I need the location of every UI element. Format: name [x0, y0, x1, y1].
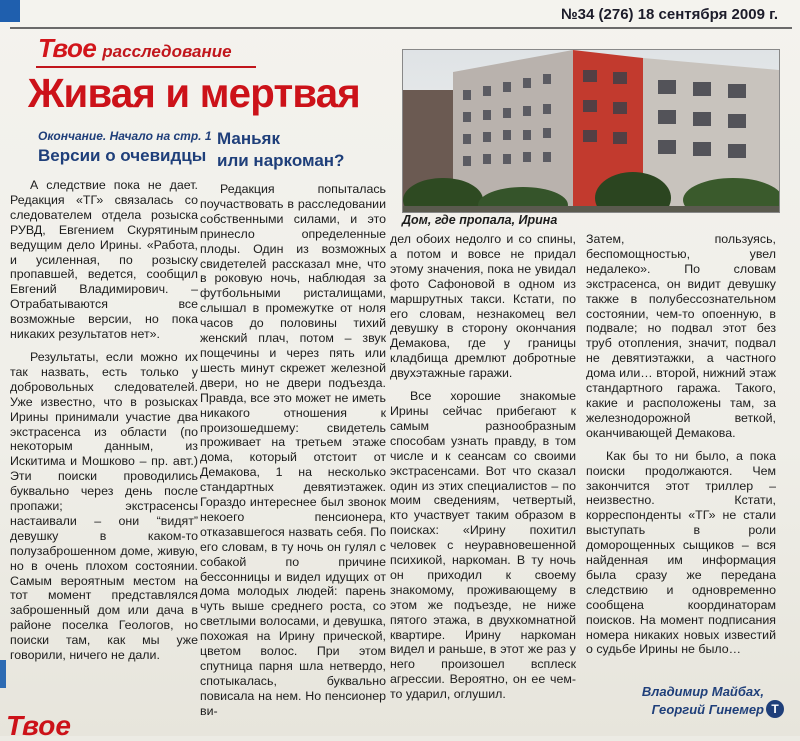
rubric: [38, 33, 232, 64]
continuation-note: Окончание. Начало на стр. 1: [38, 129, 212, 143]
col3-paragraph-1: дел обоих недолго и со спины, а потом и вовсе не придал этому значения, пока не увидал фото Сафоновой в одном из маршрутных такси. Кстати, по его словам, незнакомец вел девушку в сторону окончания Демакова, где у границы кладбища дремлют добротные двухэтажные гаражи.: [390, 232, 576, 381]
col4-paragraph-2: Как бы то ни было, а пока поиски продолжаются. Чем закончится этот триллер – неизвестно. Кстати, корреспонденты «ТГ» не стали выступать в роли доморощенных сыщиков – вся найденная им информация была сразу же передана следствию и одновременно сообщена координаторам поисков. На момент подписания номера никаких новых известий о судьбе Ирины не было…: [586, 448, 776, 657]
next-rubric: Твое: [6, 710, 71, 741]
subhead-versions: Версии о очевидцы: [38, 146, 207, 165]
col3-paragraph-2: Все хорошие знакомые Ирины сейчас прибегают к самым разнообразным способам узнать правду, в том числе и к сеансам со своими экстрасенсами. Вот что сказал один из этих специалистов – по моим сведениям, четвертый, кто участвует таким образом в поисках: «Ирину похитил человек с неуравновешенной психикой, наркоман. В ту ночь он приходил к своему знакомому, проживающему в этом же подъезде, не ниже пятого этажа, в двухкомнатной квартире. Ирину наркоман видел и раньше, в этот же раз у него произошел всплеск агрессии. Вероятно, он ее чем-то ударил, оглушил.: [390, 389, 576, 702]
issue-number-date: №34 (276) 18 сентября 2009 г.: [560, 6, 778, 23]
page-edge-mark-bottom: [0, 660, 6, 688]
subhead-maniac-line1: Маньяк: [217, 129, 280, 148]
col1-paragraph-2: Результаты, если можно их так назвать, есть только у добровольных следователей. Уже известно, что в розысках Ирины принимали участие два экстрасенса из области (по некоторым данным, из Искитима и Мошково – пр. авт.) Эти поиски проводились буквально через день после пропажи; экстрасенсы настаивали – они “видят” девушку в каком-то полузаброшенном доме, живую, но в очень плохом состоянии. Самым вероятным местом на тот момент представлялся заброшенный дом или дача в районе поселка Геологов, но поиски там, как мы уже говорили, ничего не дали.: [10, 349, 198, 663]
tg-logo-icon: Т: [766, 700, 784, 718]
header-strip: [0, 0, 800, 30]
headline: Живая и мертвая: [28, 70, 360, 116]
column-4: [586, 232, 776, 657]
col2-paragraph-1: Редакция попыталась поучаствовать в расследовании собственными силами, и это принесло определенные плоды. Один из возможных свидетелей рассказал мне, что в роковую ночь, наблюдая за футбольными ристалищами, слышал в промежутке от ноля часов до половины тихий женский плач, потом – звук пощечины и через пять или шесть минут скрежет железной двери, но не двери подъезда. Правда, все это может не иметь никакого отношения к произошедшему: свидетель проживает на третьем этаже дома, который отстоит от Демакова, 1 на несколько стандартных девятиэтажек. Гораздо интереснее был звонок некоего пенсионера, отказавшегося назвать себя. По его словам, в ту ночь он гулял с собакой по причине бессонницы и видел идущих от дома молодых людей: парень чуть выше среднего роста, со светлыми волосами, и девушка, похожая на Ирину прической, цветом волос. При этом спутница парня шла нетвердо, спотыкалась, буквально повисала на нем. Но пенсионер ви-: [200, 182, 386, 718]
rubric-sub: расследование: [102, 42, 232, 61]
column-1: [10, 178, 198, 663]
col4-paragraph-1: Затем, пользуясь, беспомощностью, увел недалеко». По словам экстрасенса, он видит девушку также в полубессознательном состоянии, чем-то опоенную, в подвале; но подвал этот без труб отопления, значит, подвал не девятиэтажки, а частного дома или… второй, нижний этаж стандартного гаража. Такого, какие и расположены там, за железнодорожной веткой, оканчивающей Демакова.: [586, 232, 776, 440]
column-2: [200, 182, 386, 719]
rubric-underline: [36, 66, 256, 68]
header-rule: [10, 27, 792, 29]
subhead-maniac: [217, 128, 344, 172]
subhead-maniac-line2: или наркоман?: [217, 151, 345, 170]
col1-paragraph-1: А следствие пока не дает. Редакция «ТГ» связалась со следователем отдела розыска РУВД, Евгением Скурятиным ведущим дело Ирины. «Работа, и усиленная, по розыску пропавшей, ведется, сообщил Евгений Владимирович. – Отрабатываются все возможные версии, но пока никаких результатов нет».: [10, 178, 198, 342]
building-photo: [402, 49, 780, 213]
author-1: Владимир Майбах,: [641, 684, 764, 699]
author-2: Георгий Гинемер: [651, 702, 764, 717]
photo-caption: Дом, где пропала, Ирина: [402, 213, 558, 227]
rubric-main: Твое: [38, 33, 97, 63]
page-edge-mark: [0, 0, 20, 22]
column-3: [390, 232, 576, 702]
